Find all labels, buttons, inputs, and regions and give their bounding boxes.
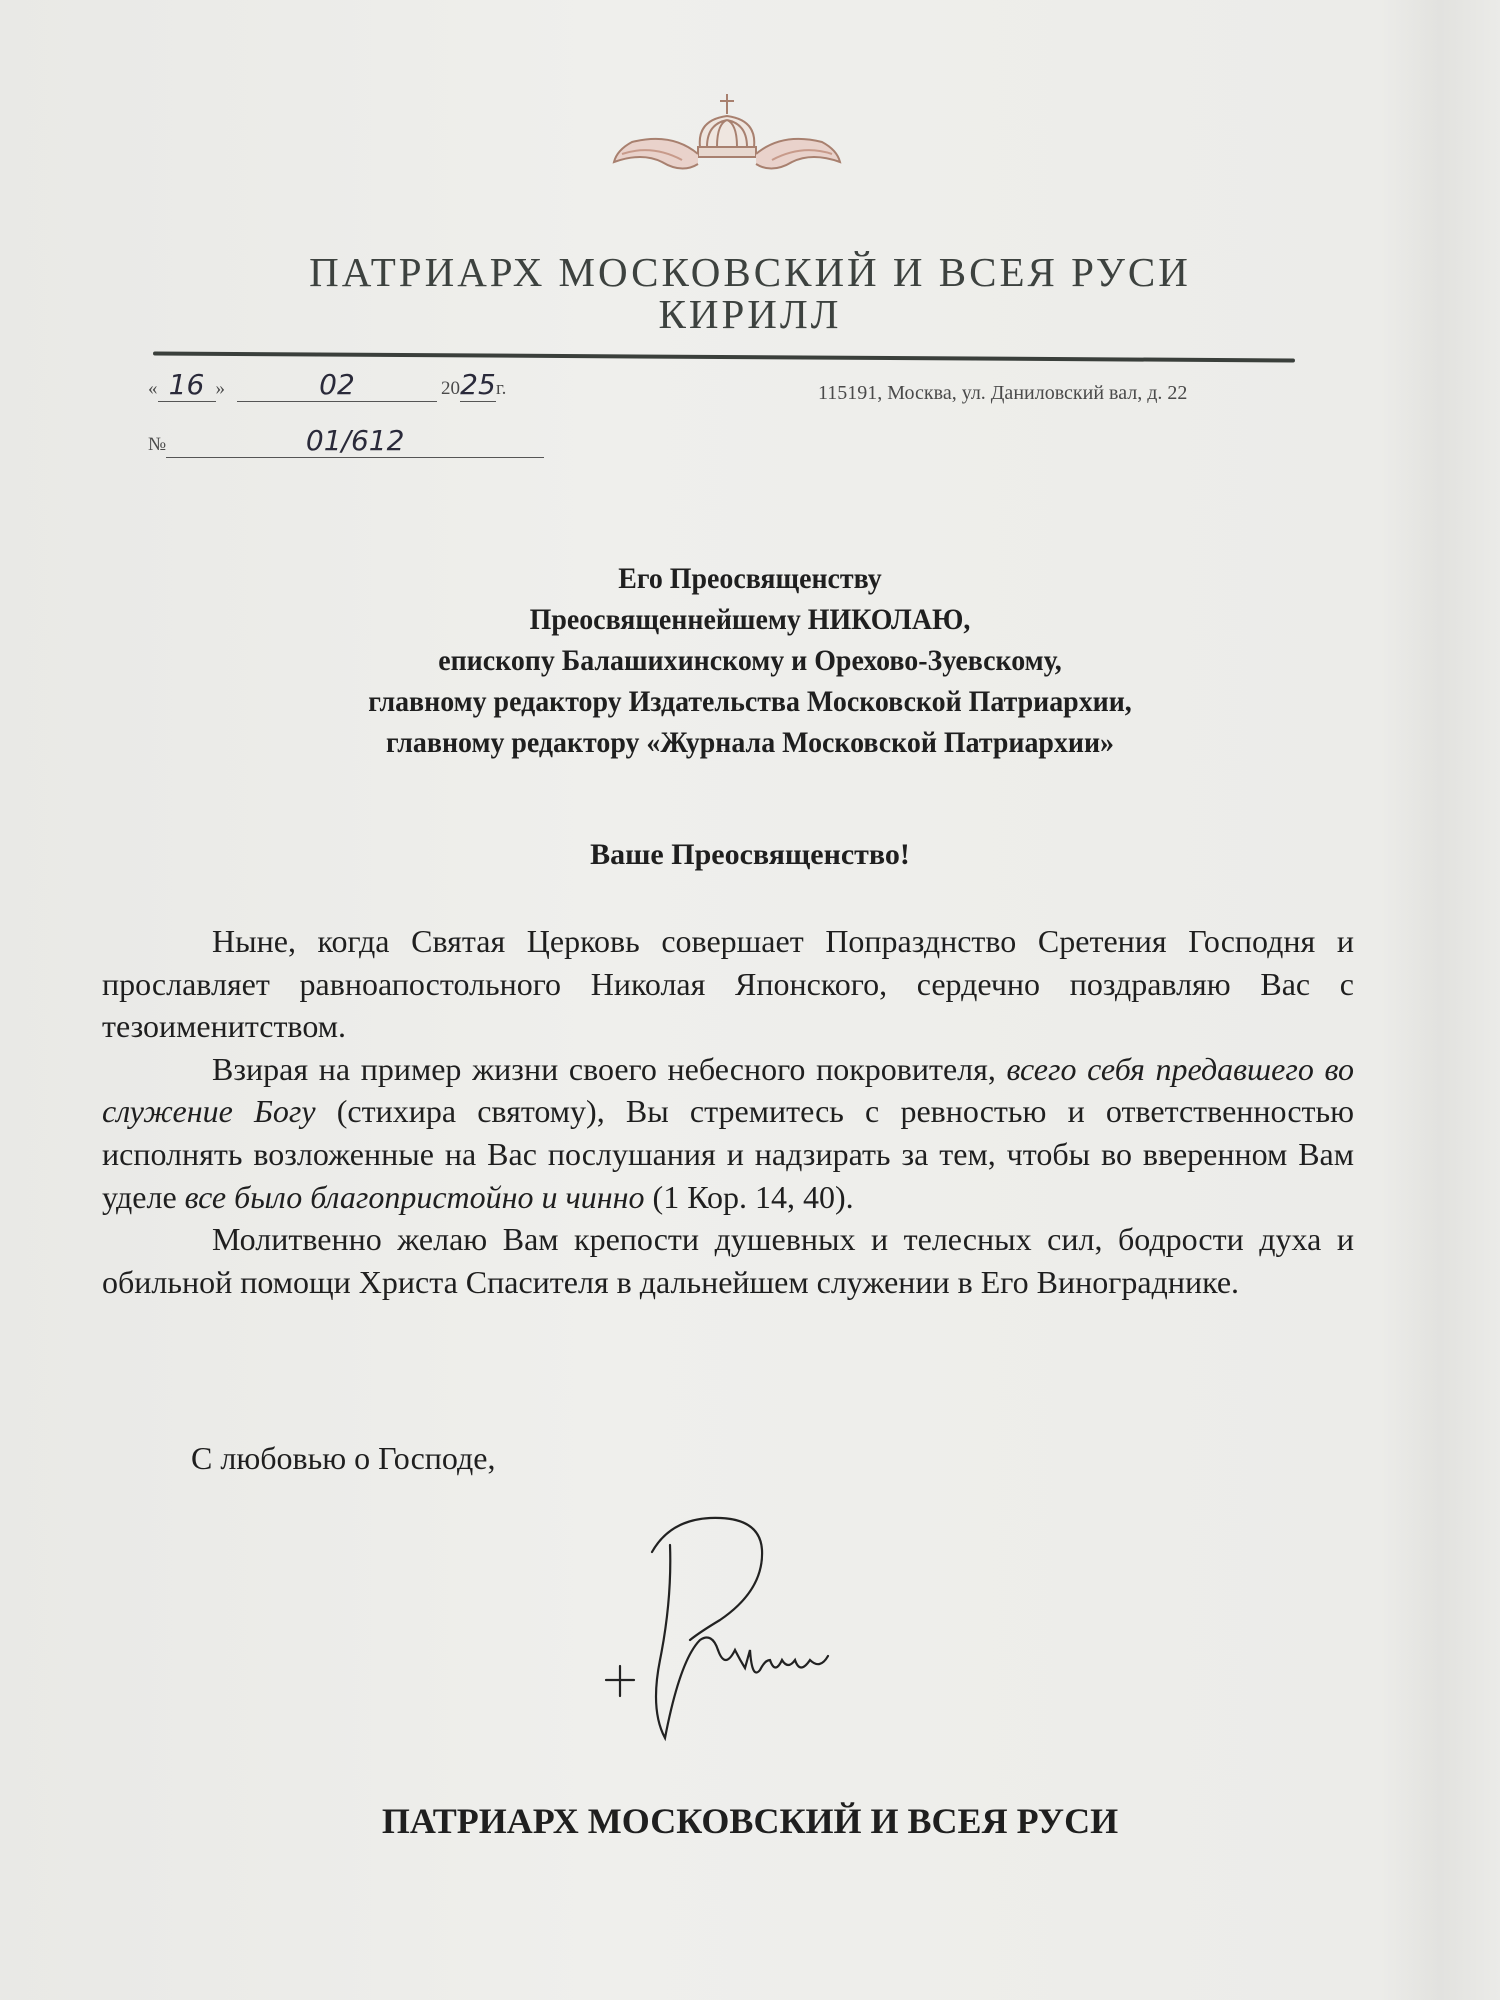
addressee-line: главному редактору Издательства Московской Патриархии,	[368, 685, 1132, 718]
date-month: 02	[237, 368, 437, 402]
date-quote-open: «	[148, 378, 158, 399]
letterhead-divider	[153, 352, 1295, 363]
date-year-suffix: 25	[460, 368, 496, 401]
addressee-block	[53, 558, 1448, 763]
addressee-line: епископу Балашихинскому и Орехово-Зуевскому,	[438, 644, 1062, 677]
letterhead-address: 115191, Москва, ул. Даниловский вал, д. 22	[818, 382, 1188, 404]
quote-text: все было благопристойно и чинно	[184, 1178, 645, 1215]
letterhead-name: КИРИЛЛ	[658, 291, 842, 337]
addressee-line: Преосвященнейшему НИКОЛАЮ,	[529, 603, 971, 636]
date-year-unit: г.	[496, 378, 507, 399]
handwritten-signature	[600, 1510, 900, 1750]
letterhead-title: ПАТРИАРХ МОСКОВСКИЙ И ВСЕЯ РУСИ	[309, 249, 1191, 295]
closing-phrase: С любовью о Господе,	[191, 1440, 496, 1476]
date-year-prefix: 20	[441, 378, 460, 399]
addressee-line: Его Преосвященству	[618, 562, 882, 595]
signatory-title: ПАТРИАРХ МОСКОВСКИЙ И ВСЕЯ РУСИ	[381, 1801, 1119, 1841]
body-text: (1 Кор. 14, 40).	[644, 1178, 854, 1215]
body-paragraph: Ныне, когда Святая Церковь совершает Попразднство Сретения Господня и прославляет равноапостольного Николая Японского, сердечно поздравляю Вас с тезоименитством.	[102, 923, 1354, 1045]
number-label: №	[148, 434, 167, 455]
date-quote-close: »	[215, 378, 225, 399]
date-field	[148, 368, 506, 402]
document-number: 01/612	[166, 424, 544, 458]
addressee-line: главному редактору «Журнала Московской Патриархии»	[386, 726, 1114, 759]
letter-body	[102, 920, 1354, 1303]
body-paragraph: Молитвенно желаю Вам крепости душевных и телесных сил, бодрости духа и обильной помощи Христа Спасителя в дальнейшем служении в Его Винограднике.	[102, 1221, 1354, 1300]
patriarch-crown-emblem-icon	[612, 92, 842, 192]
number-field	[148, 424, 544, 458]
body-text: (стихира святому), Вы стремитесь с ревностью и ответственностью исполнять возложенные на Вас послушания и надзирать за тем, чтобы во вверенном Вам уделе	[102, 1093, 1355, 1215]
quote-text: всего себя предавшего во служение Богу	[102, 1050, 1355, 1130]
body-text: Взирая на пример жизни своего небесного покровителя,	[212, 1050, 1007, 1087]
body-paragraph	[102, 1048, 1354, 1218]
salutation: Ваше Преосвященство!	[590, 838, 910, 871]
date-day: 16	[158, 368, 216, 402]
